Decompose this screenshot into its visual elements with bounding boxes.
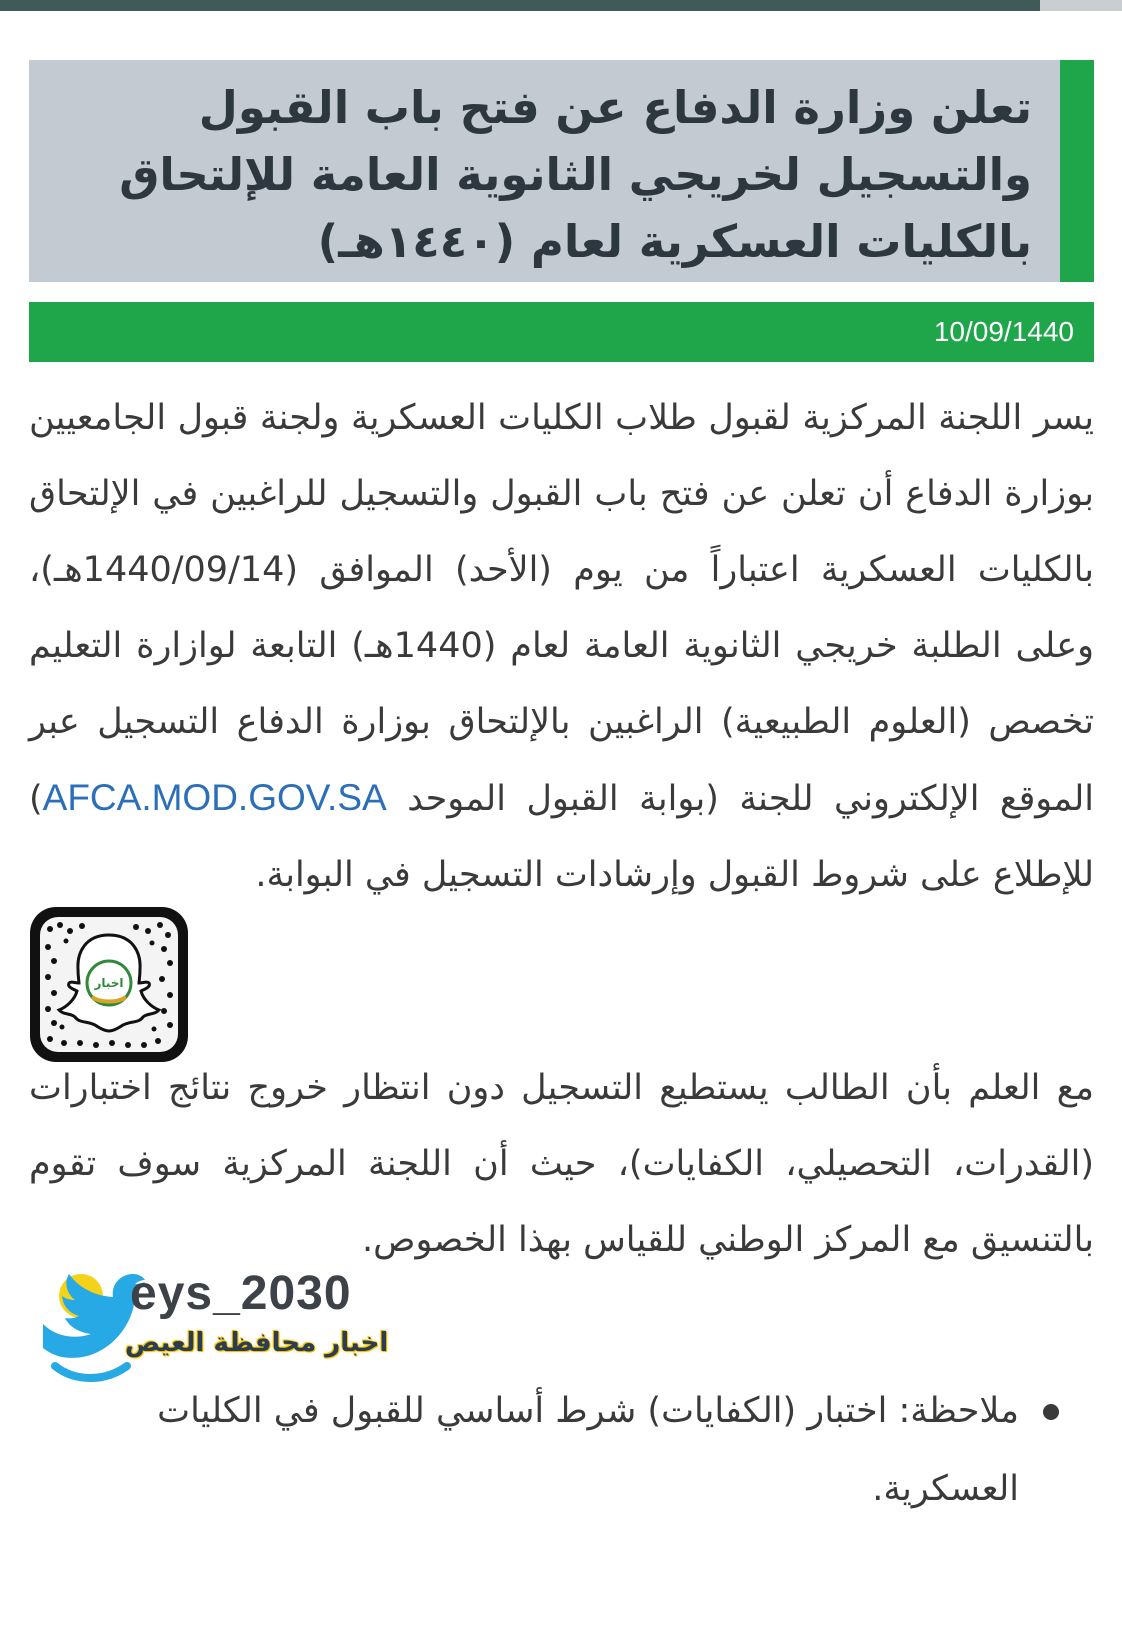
top-header-strip — [0, 0, 1040, 11]
note-text: ملاحظة: اختبار (الكفايات) شرط أساسي للقبول في الكليات العسكرية. — [157, 1391, 1019, 1509]
article-title: تعلن وزارة الدفاع عن فتح باب القبول والتسجيل لخريجي الثانوية العامة للإلتحاق بالكليات العسكرية لعام (١٤٤٠هـ) — [119, 81, 1032, 268]
top-header-strip-end — [1040, 0, 1122, 11]
note-bullet — [1043, 1404, 1059, 1420]
date-bar — [29, 302, 1094, 362]
paragraph1-text: يسر اللجنة المركزية لقبول طلاب الكليات العسكرية ولجنة قبول الجامعيين بوزارة الدفاع أن تعلن عن فتح باب القبول والتسجيل للراغبين في الإلتحاق بالكليات العسكرية اعتباراً من يوم (الأحد) الموافق (1440/09/14هـ)، وعلى الطلبة خريجي الثانوية العامة لعام (1440هـ) التابعة لوازارة التعليم تخصص (العلوم الطبيعية) الراغبين بالإلتحاق بوزارة الدفاع التسجيل عبر الموقع الإلكتروني للجنة (بوابة القبول الموحد — [29, 398, 1094, 819]
paragraph1-text-end: ) للإطلاع على شروط القبول وإرشادات التسجيل في البوابة. — [29, 779, 1094, 895]
snapchat-ghost-icon — [40, 917, 178, 1052]
snapcode-inner — [40, 917, 178, 1052]
twitter-bird-icon — [35, 1266, 145, 1386]
article-date: 10/09/1440 — [933, 316, 1074, 347]
snapcode-logo-text: اخبار — [94, 976, 124, 990]
watermark-subtitle: اخبار محافظة العيص — [125, 1328, 389, 1358]
snapcode[interactable] — [30, 907, 188, 1062]
admission-portal-link[interactable]: AFCA.MOD.GOV.SA — [42, 777, 387, 818]
article-title-box — [29, 60, 1094, 282]
paragraph-announcement — [29, 380, 1094, 913]
paragraph-note-tests: مع العلم بأن الطالب يستطيع التسجيل دون انتظار خروج نتائج اختبارات (القدرات، التحصيلي، الكفايات)، حيث أن اللجنة المركزية سوف تقوم بالتنسيق مع المركز الوطني للقياس بهذا الخصوص. — [29, 1068, 1094, 1260]
title-accent-bar — [1060, 60, 1094, 282]
watermark-handle: eys_2030 — [130, 1267, 352, 1320]
